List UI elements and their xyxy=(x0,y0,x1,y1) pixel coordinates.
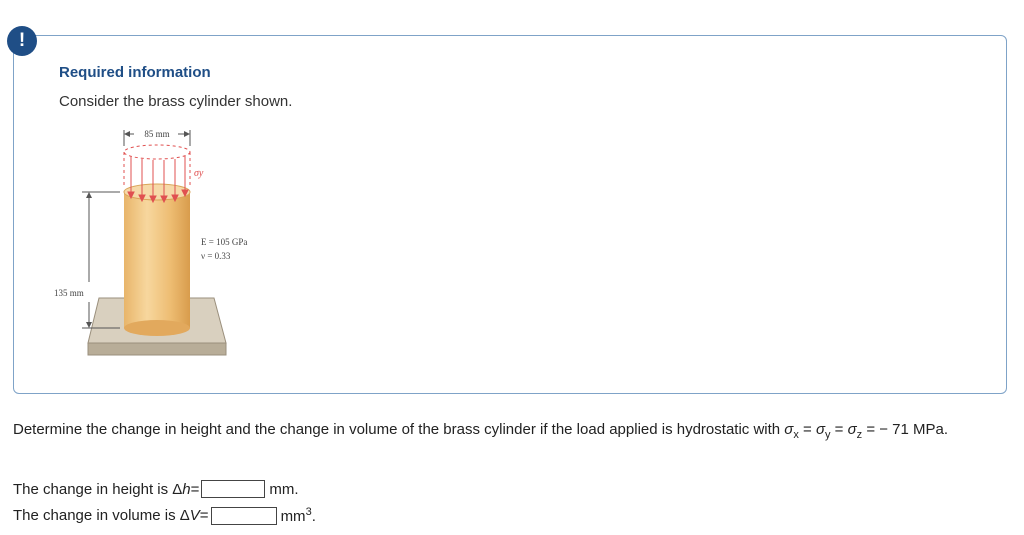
load-outline-top xyxy=(124,145,190,159)
height-label: 135 mm xyxy=(54,288,84,298)
height-answer-row: The change in height is Δ h = mm. xyxy=(13,480,299,498)
poisson-label: ν = 0.33 xyxy=(201,251,231,261)
height-unit: mm. xyxy=(269,480,299,498)
required-information-title: Required information xyxy=(59,64,211,81)
question-text: Determine the change in height and the change in volume of the brass cylinder if the load applied is hydrostatic with $\sigma_x = \sigma_y = \sigma_z$ = − 71 MPa. xyxy=(13,421,949,441)
stress-label: σy xyxy=(194,168,204,179)
base-plate-edge xyxy=(88,343,226,355)
volume-change-input[interactable] xyxy=(211,507,277,525)
diameter-label: 85 mm xyxy=(144,129,170,139)
volume-unit: $mm^3$. xyxy=(280,506,316,525)
height-change-input[interactable] xyxy=(201,480,265,498)
alert-icon: ! xyxy=(7,26,37,56)
problem-description: Consider the brass cylinder shown. xyxy=(59,93,293,110)
cylinder-bottom xyxy=(124,320,190,336)
modulus-label: E = 105 GPa xyxy=(201,237,248,247)
brass-cylinder-figure xyxy=(54,126,274,366)
cylinder-body xyxy=(124,192,190,328)
required-information-panel xyxy=(13,35,1007,394)
volume-answer-row: The change in volume is Δ V = $mm^3$. xyxy=(13,506,316,525)
